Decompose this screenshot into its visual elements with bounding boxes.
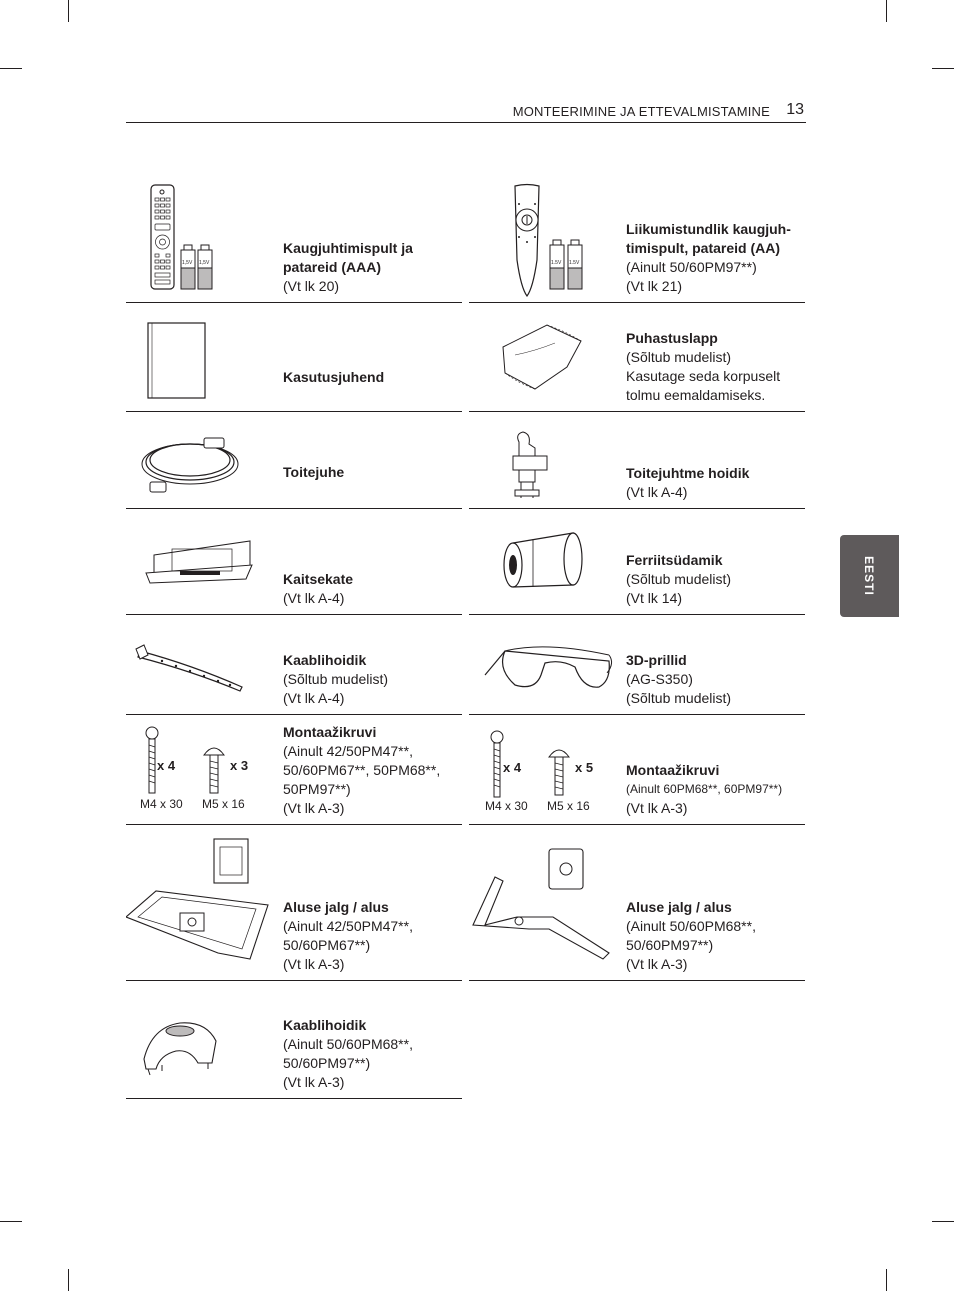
- item-screws-right: [469, 715, 805, 825]
- screw-size: M4 x 30: [140, 797, 183, 811]
- item-note: (AG-S350): [626, 671, 693, 687]
- item-name: Aluse jalg / alus: [283, 899, 389, 915]
- item-manual: [126, 303, 462, 412]
- item-name: Montaažikruvi: [283, 724, 377, 740]
- crop-mark: [886, 0, 887, 22]
- item-name: Kaablihoidik: [283, 1017, 367, 1033]
- page-number: 13: [786, 101, 804, 118]
- item-description: [626, 464, 803, 502]
- item-note: (Vt lk A-3): [283, 1074, 345, 1090]
- item-note: tolmu eemaldamiseks.: [626, 387, 766, 403]
- item-name: Kasutusjuhend: [283, 369, 385, 385]
- item-note: (Vt lk A-3): [626, 800, 688, 816]
- item-note: 50/60PM97**): [283, 1055, 371, 1071]
- item-description: [283, 1016, 460, 1092]
- battery-label: 1.5V: [551, 260, 562, 266]
- page-header: [126, 100, 806, 123]
- item-note: (Ainult 50/60PM68**,: [626, 918, 756, 934]
- item-description: [626, 651, 803, 708]
- item-note: (Vt lk A-3): [283, 956, 345, 972]
- item-note: (Vt lk A-3): [283, 800, 345, 816]
- item-note: (Vt lk A-3): [626, 956, 688, 972]
- screw-quantity: x 3: [230, 758, 249, 773]
- item-name: Liikumistundlik kaugjuh-: [626, 221, 791, 237]
- item-name: Puhastuslapp: [626, 330, 718, 346]
- item-magic-remote: [469, 180, 805, 303]
- item-note: (Vt lk A-4): [283, 690, 345, 706]
- item-name: Toitejuhe: [283, 464, 345, 480]
- item-description: [283, 723, 460, 818]
- item-ferrite-core: [469, 509, 805, 615]
- crop-mark: [68, 0, 69, 22]
- item-description: [626, 220, 803, 296]
- item-description: [283, 651, 460, 708]
- battery-label: 1,5V: [199, 260, 210, 266]
- item-note: (Ainult 42/50PM47**,: [283, 743, 413, 759]
- section-title: MONTEERIMINE JA ETTEVALMISTAMINE: [512, 104, 770, 119]
- item-protective-cover: [126, 509, 462, 615]
- item-name: Kaablihoidik: [283, 652, 367, 668]
- item-cord-holder: [469, 412, 805, 509]
- crop-mark: [886, 1269, 887, 1291]
- item-cable-holder-2: [126, 981, 462, 1099]
- screw-quantity: x 4: [503, 760, 522, 775]
- screw-size: M5 x 16: [547, 799, 590, 813]
- item-screws-left: [126, 715, 462, 825]
- 3d-glasses-icon: [475, 615, 621, 714]
- item-note: 50PM97**): [283, 781, 351, 797]
- crop-mark: [932, 1221, 954, 1222]
- screws-icon: [132, 715, 278, 824]
- protective-cover-icon: [132, 509, 278, 614]
- crop-mark: [0, 68, 22, 69]
- item-description: [626, 551, 803, 608]
- item-name-line2: timispult, patareid (AA): [626, 240, 781, 256]
- cable-holder-icon: [132, 981, 278, 1098]
- item-name: Kaitsekate: [283, 571, 354, 587]
- item-note: (Vt lk 14): [626, 590, 683, 606]
- item-note: (Sõltub mudelist): [626, 571, 732, 587]
- battery-label: 1.5V: [569, 260, 580, 266]
- item-note: (Vt lk A-4): [283, 590, 345, 606]
- screw-size: M5 x 16: [202, 797, 245, 811]
- ferrite-core-icon: [475, 509, 621, 614]
- manual-book-icon: [132, 303, 278, 411]
- item-note: (Sõltub mudelist): [626, 349, 732, 365]
- item-name: Kaugjuhtimispult ja: [283, 240, 413, 256]
- item-name: Toitejuhtme hoidik: [626, 465, 750, 481]
- cable-holder-icon: [132, 615, 278, 714]
- item-stand-right: [469, 825, 805, 981]
- item-description: [283, 570, 460, 608]
- battery-label: 1,5V: [182, 260, 193, 266]
- item-note: 50/60PM67**): [283, 937, 371, 953]
- item-note: (Vt lk A-4): [626, 484, 688, 500]
- item-note: (Ainult 42/50PM47**,: [283, 918, 413, 934]
- item-note: (Vt lk 21): [626, 278, 683, 294]
- item-3d-glasses: [469, 615, 805, 715]
- screw-quantity: x 5: [575, 760, 594, 775]
- stand-base-icon: [469, 825, 619, 980]
- crop-mark: [932, 68, 954, 69]
- stand-base-icon: [126, 825, 276, 980]
- remote-control-icon: [132, 180, 278, 302]
- power-cord-icon: [132, 412, 278, 508]
- cord-holder-icon: [475, 412, 621, 508]
- screw-quantity: x 4: [157, 758, 176, 773]
- item-note: 50/60PM67**, 50PM68**,: [283, 762, 441, 778]
- item-note: 50/60PM97**): [626, 937, 714, 953]
- item-name: 3D-prillid: [626, 652, 687, 668]
- item-cloth: [469, 303, 805, 412]
- item-name: Montaažikruvi: [626, 762, 720, 778]
- item-description: [626, 329, 803, 405]
- item-description: [283, 463, 460, 482]
- screw-size: M4 x 30: [485, 799, 528, 813]
- item-remote: [126, 180, 462, 303]
- item-description: [626, 761, 803, 818]
- crop-mark: [0, 1221, 22, 1222]
- item-note: Kasutage seda korpuselt: [626, 368, 781, 384]
- item-stand-left: [126, 825, 462, 981]
- item-note: (Ainult 50/60PM97**): [626, 259, 757, 275]
- cleaning-cloth-icon: [475, 303, 621, 411]
- language-tab-label: EESTI: [862, 556, 877, 596]
- item-note: (Ainult 50/60PM68**,: [283, 1036, 413, 1052]
- item-description: [283, 898, 460, 974]
- item-cable-holder: [126, 615, 462, 715]
- item-description: [626, 898, 803, 974]
- item-note: (Sõltub mudelist): [283, 671, 389, 687]
- item-note: (Vt lk 20): [283, 278, 340, 294]
- screws-icon: [475, 715, 621, 824]
- crop-mark: [68, 1269, 69, 1291]
- language-tab: [840, 535, 899, 617]
- item-name: Aluse jalg / alus: [626, 899, 732, 915]
- item-description: [283, 239, 460, 296]
- item-name: Ferriitsüdamik: [626, 552, 723, 568]
- item-description: [283, 368, 460, 387]
- item-power-cord: [126, 412, 462, 509]
- item-note: (Sõltub mudelist): [626, 690, 732, 706]
- item-name-line2: patareid (AAA): [283, 259, 382, 275]
- item-note: (Ainult 60PM68**, 60PM97**): [626, 782, 783, 796]
- magic-remote-icon: [475, 180, 621, 302]
